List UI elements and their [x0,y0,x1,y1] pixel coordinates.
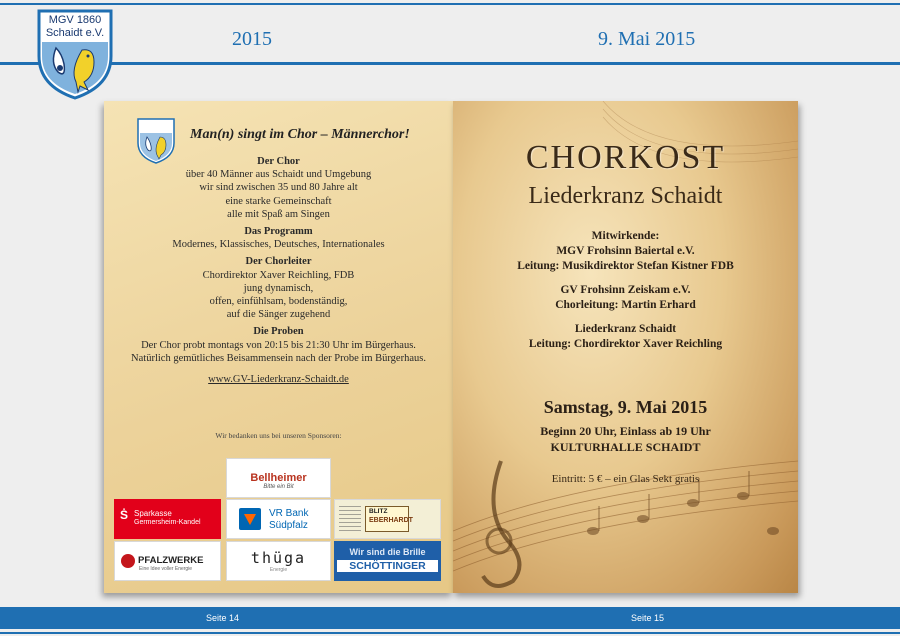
sponsor-tagline: Wir sind die Brille [349,547,426,557]
sponsor-subname: Germersheim-Kandel [134,519,201,526]
sponsor-vrbank-logo [226,499,331,539]
sponsor-name: Sparkasse [134,509,172,518]
event-subtitle: Liederkranz Schaidt [528,183,723,209]
section-heading: Die Proben [253,326,304,338]
sponsor-tagline: Bitte ein Bit [263,484,294,490]
section-heading: Der Chorleiter [245,256,312,268]
participant-line: Mitwirkende: [591,230,660,242]
page-number-left: Seite 14 [206,613,240,623]
page-number-right: Seite 15 [631,613,665,623]
section-line: Der Chor probt montags von 20:15 bis 21:30 Uhr im Bürgerhaus. [141,339,416,351]
participant-line: Leitung: Chordirektor Xaver Reichling [528,338,723,350]
event-entry-fee: Eintritt: 5 € – ein Glas Sekt gratis [551,473,700,485]
left-page-flyer [104,101,453,593]
event-info [453,423,798,455]
left-body [104,155,453,386]
participant-line: MGV Frohsinn Baiertal e.V. [556,245,695,257]
sponsor-tagline: Energie [269,567,288,573]
sponsor-name: SCHÖTTINGER [337,560,438,572]
section-line: eine starke Gemeinschaft [225,195,332,207]
participant-line: Chorleitung: Martin Erhard [555,299,696,311]
section-line: wir sind zwischen 35 und 80 Jahre alt [199,182,358,194]
event-time: Beginn 20 Uhr, Einlass ab 19 Uhr [540,424,711,438]
logo-line1: MGV 1860 [48,14,102,26]
section-line: Modernes, Klassisches, Deutsches, Internationales [172,239,385,251]
sponsor-pfalzwerke-logo [114,541,221,581]
header-date: 9. Mai 2015 [598,28,696,50]
pfalzwerke-icon [121,554,135,568]
sponsor-name: VR Bank [269,508,309,519]
header-year: 2015 [232,28,272,50]
sponsor-name: Bellheimer [250,472,307,484]
right-page-flyer [453,101,798,593]
sponsor-subname: EBERHARDT [369,517,413,524]
section-line: offen, einfühlsam, bodenständig, [209,296,348,308]
section-line: über 40 Männer aus Schaidt und Umgebung [185,169,372,181]
section-line: Chordirektor Xaver Reichling, FDB [202,269,355,281]
event-title: CHORKOST [525,139,726,176]
section-line: auf die Sänger zugehend [226,309,331,321]
event-venue: KULTURHALLE SCHAIDT [550,440,701,454]
sponsor-eberhardt-logo [334,499,441,539]
website-link[interactable]: www.GV-Liederkranz-Schaidt.de [208,374,349,386]
section-line: Natürlich gemütliches Beisammensein nach der Probe im Bürgerhaus. [131,352,426,364]
sparkasse-icon: Ṡ [120,508,129,522]
logo-line2: Schaidt e.V. [45,27,105,39]
sponsor-thuega-logo [226,541,331,581]
sponsor-thanks: Wir bedanken uns bei unseren Sponsoren: [215,431,342,440]
club-logo [36,8,114,100]
event-date: Samstag, 9. Mai 2015 [543,397,708,417]
sponsor-tagline: Eine Idee voller Energie [139,566,193,572]
left-title: Man(n) singt im Chor – Männerchor! [190,127,410,142]
section-heading: Der Chor [257,156,300,167]
participant-line: GV Frohsinn Zeiskam e.V. [560,284,691,296]
section-heading: Das Programm [244,226,313,238]
sponsor-sparkasse-logo [114,499,221,539]
section-line: jung dynamisch, [243,282,314,294]
vrbank-icon [239,508,261,530]
sponsor-schoettinger-logo [334,541,441,581]
participant-line: Liederkranz Schaidt [574,323,677,335]
section-line: alle mit Spaß am Singen [227,208,330,220]
sponsor-subname: Südpfalz [269,520,308,531]
participants-list [453,229,798,352]
header-top-line [0,3,900,5]
sponsor-bellheimer-logo [226,458,331,498]
text-lines-icon [339,506,361,534]
sponsor-name: PFALZWERKE [138,555,204,566]
footer-line [0,632,900,634]
sponsor-name: BLITZ [369,508,388,515]
participant-line: Leitung: Musikdirektor Stefan Kistner FDB [517,260,734,272]
sponsor-name: thüga [250,549,307,567]
footer-bar [0,607,900,629]
header-bottom-line [0,62,900,65]
